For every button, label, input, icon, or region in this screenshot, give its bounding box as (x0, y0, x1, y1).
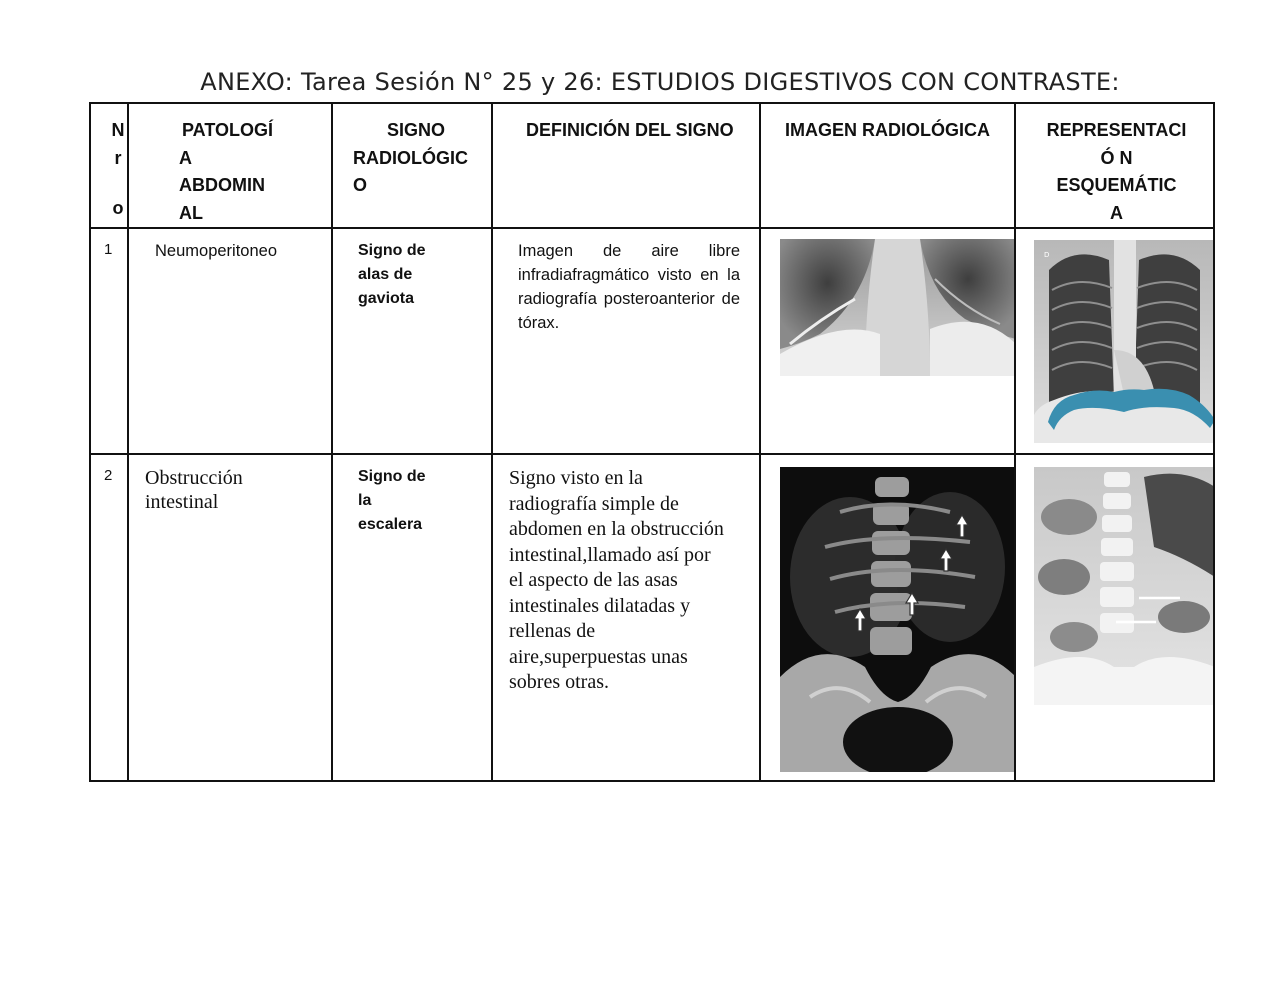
header-patologia: PATOLOGÍ A ABDOMIN AL (128, 103, 332, 228)
table-row (90, 454, 1214, 781)
annex-table (89, 102, 1215, 782)
pathology-cell: Obstrucción intestinal (128, 454, 332, 781)
chest-xray-image (780, 239, 1015, 376)
image-cell (760, 454, 1015, 781)
table-row (90, 228, 1214, 454)
header-definicion: DEFINICIÓN DEL SIGNO (492, 103, 760, 228)
row-number: 2 (90, 454, 128, 781)
abdominal-xray-image (780, 467, 1015, 772)
definition-cell: Imagen de aire libre infradiafragmático visto en la radiografía posteroanterior de tórax. (492, 228, 760, 454)
image-cell (760, 228, 1015, 454)
definition-cell: Signo visto en la radiografía simple de abdomen en la obstrucción intestinal,llamado así por el aspecto de las asas intestinales dilatadas y rellenas de aire,superpuestas unas sobres otras. (492, 454, 760, 781)
schematic-label: D (1044, 251, 1050, 259)
header-nro: N r o (90, 103, 128, 228)
header-row (90, 103, 1214, 228)
schematic-cell (1015, 228, 1214, 454)
schematic-cell (1015, 454, 1214, 781)
sign-cell: Signo de la escalera (332, 454, 492, 781)
header-imagen: IMAGEN RADIOLÓGICA (760, 103, 1015, 228)
pathology-cell: Neumoperitoneo (128, 228, 332, 454)
abdominal-xray-diagram-image (1034, 467, 1214, 705)
sign-cell: Signo de alas de gaviota (332, 228, 492, 454)
row-number: 1 (90, 228, 128, 454)
chest-xray-diagram-image (1034, 240, 1214, 443)
header-representacion: REPRESENTACI Ó N ESQUEMÁTIC A (1015, 103, 1214, 228)
page-title: ANEXO: Tarea Sesión N° 25 y 26: ESTUDIOS DIGESTIVOS CON CONTRASTE: (200, 68, 1120, 96)
header-signo: SIGNO RADIOLÓGIC O (332, 103, 492, 228)
